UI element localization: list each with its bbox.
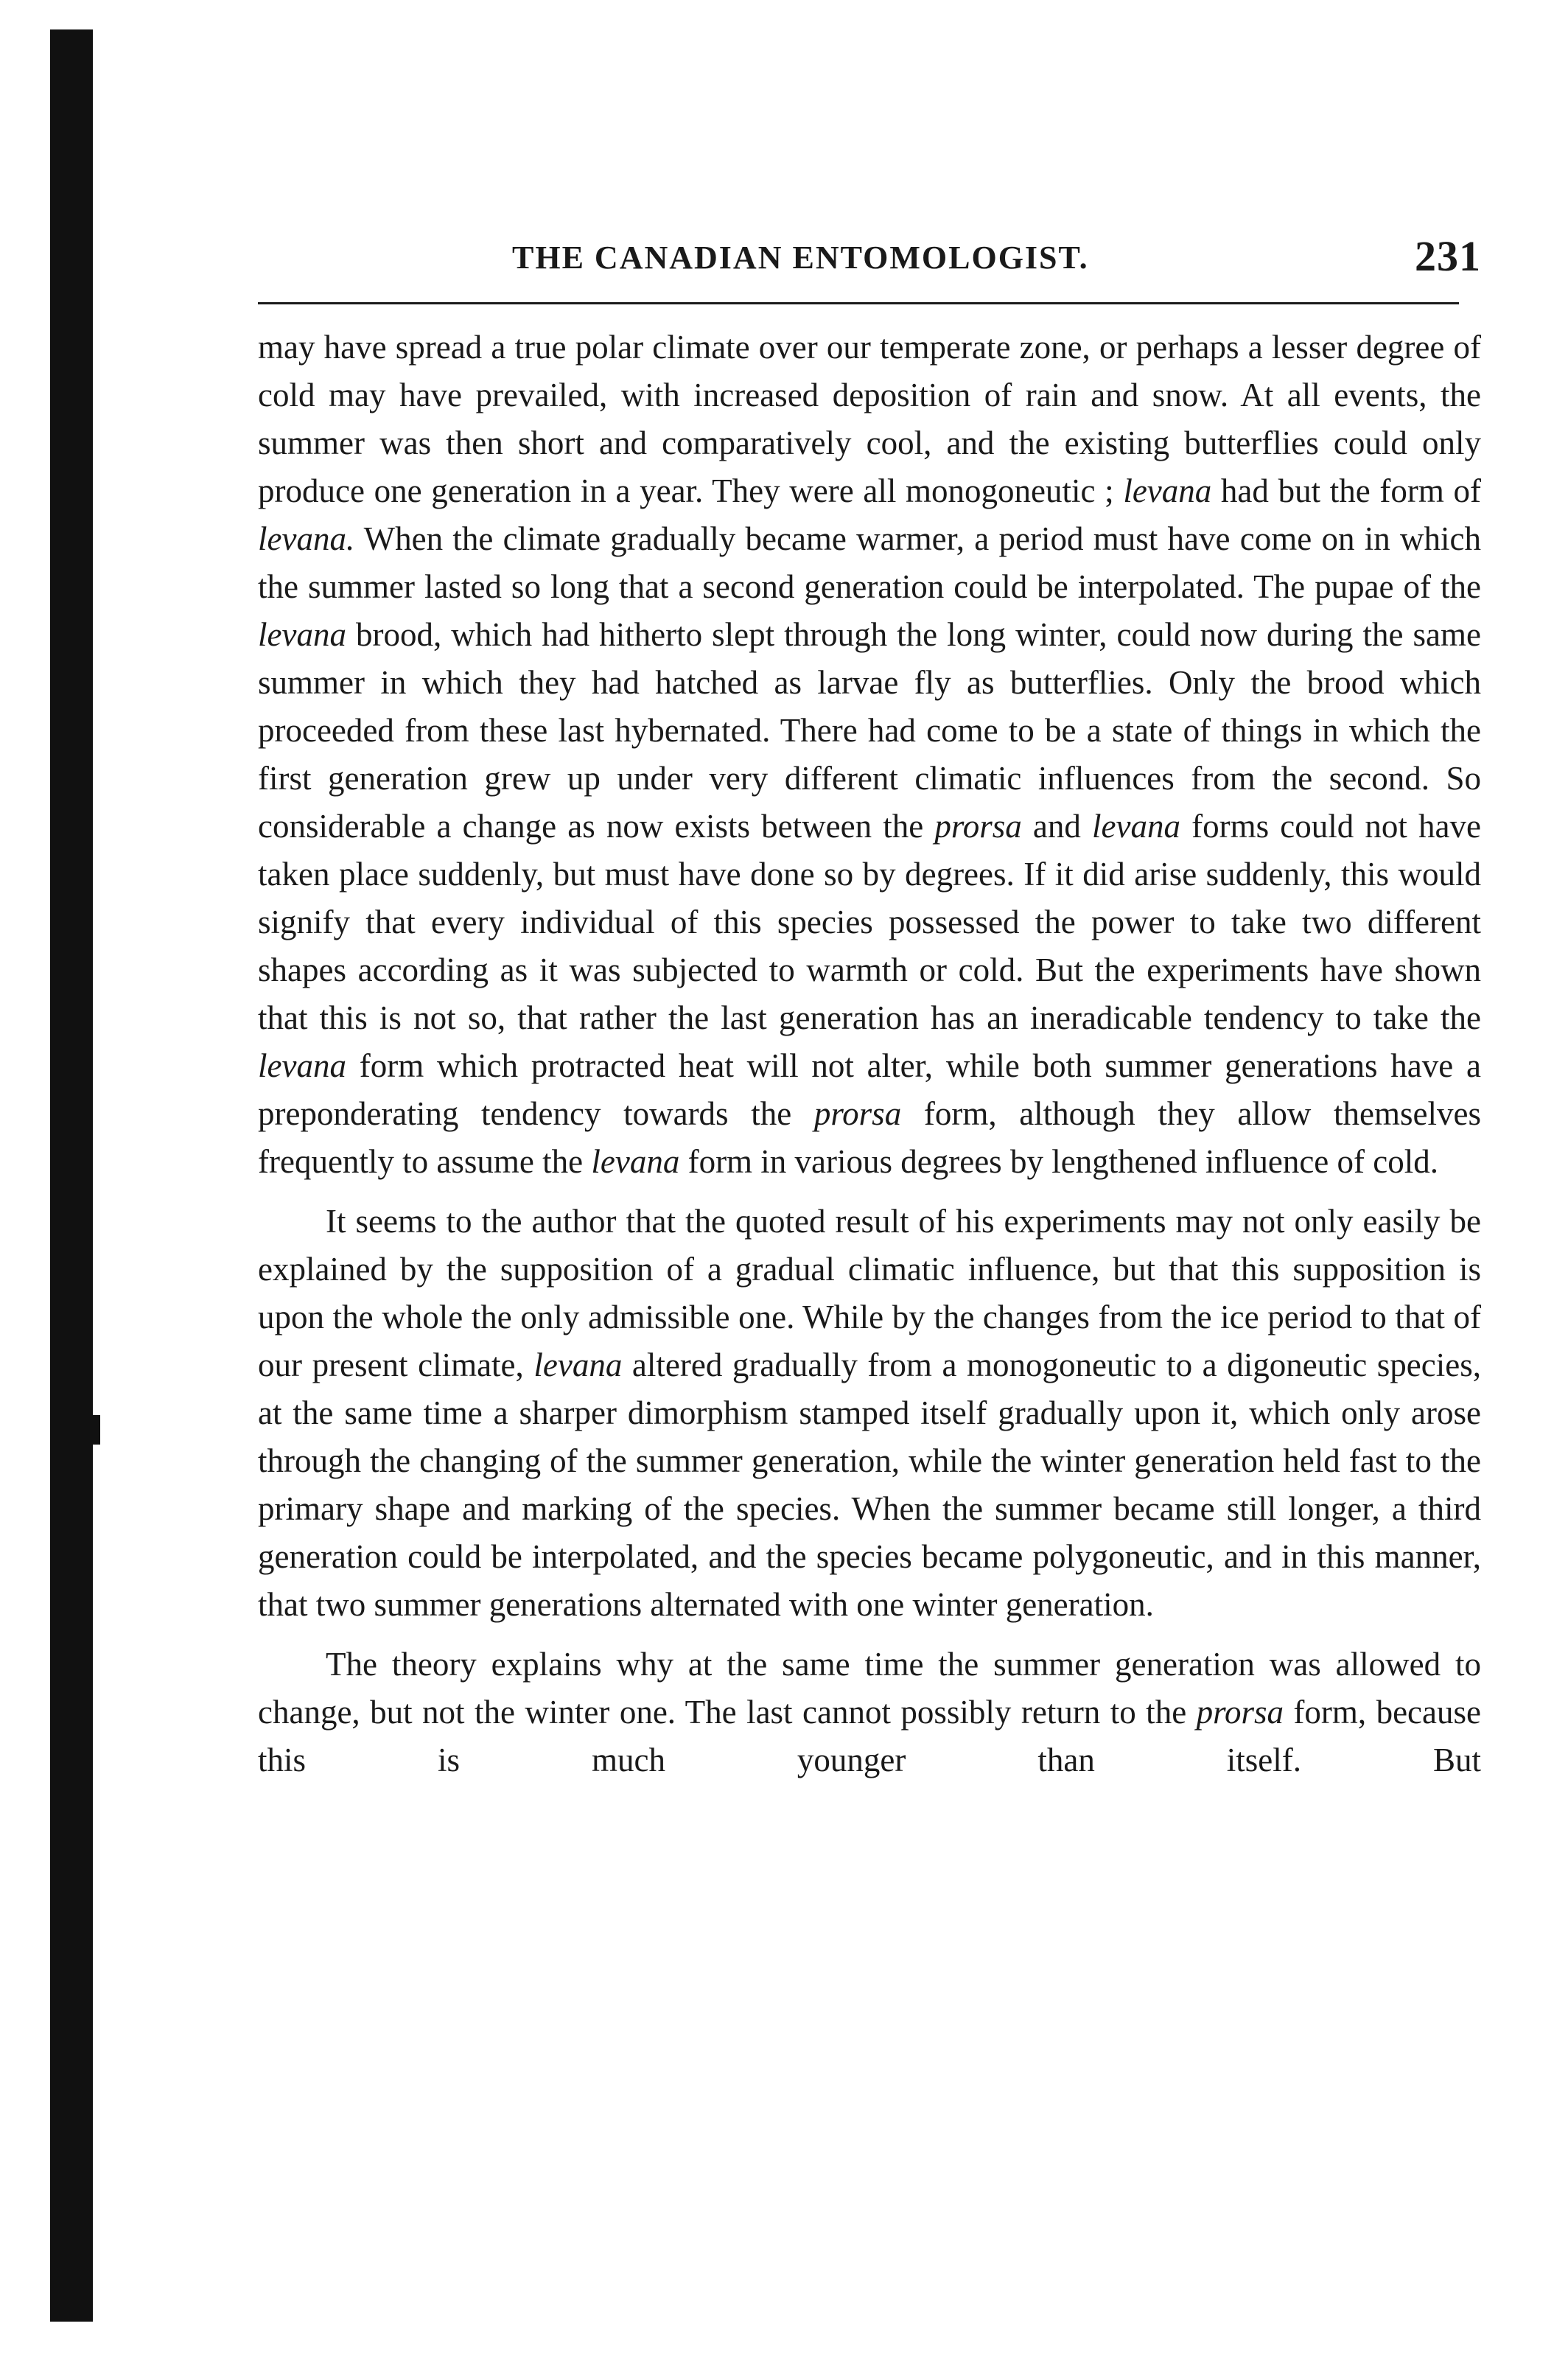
paragraph-1-text: forms could not have taken place suddenly, but must have done so by degrees. If it did arise suddenly, this would signify that every individual of this species possessed the power to take two different shapes according as it was subjected to warmth or cold. But the experiments have shown that this is not so, that rather the last generation has an ineradicable tendency to take the <box>258 808 1481 1036</box>
running-head <box>258 221 1481 302</box>
paragraph-1-text: form in various degrees by lengthened influence of cold. <box>679 1143 1438 1180</box>
species-name: levana <box>258 1047 346 1084</box>
paragraph-gap <box>258 1186 1481 1198</box>
paragraph-3 <box>258 1641 1481 1784</box>
paragraph-2 <box>258 1198 1481 1629</box>
species-name: levana <box>1092 808 1180 845</box>
paragraph-3-text: form, because this is much younger than itself. But <box>258 1694 1481 1778</box>
paragraph-1-text: may have spread a true polar climate over our temperate zone, or perhaps a lesser degree of cold may have prevailed, with increased deposition of rain and snow. At all events, the summer was then short and comparatively cool, and the existing butterflies could only produce one generation in a year. They were all monogoneutic ; <box>258 329 1481 509</box>
species-name: levana <box>258 616 346 653</box>
paragraph-1-text: form, although they allow themselves frequently to assume the <box>258 1095 1482 1180</box>
journal-title: THE CANADIAN ENTOMOLOGIST. <box>512 240 1089 276</box>
paragraph-1-text: had but the form of <box>1211 472 1481 509</box>
paragraph-gap <box>258 1629 1481 1641</box>
page-number: 231 <box>1415 232 1481 280</box>
paragraph-1-text: form which protracted heat will not alter, while both summer generations have a preponderating tendency towards the <box>258 1047 1481 1132</box>
paragraph-2-text: It seems to the author that the quoted result of his experiments may not only easily be explained by the supposition of a gradual climatic influence, but that this supposition is upon the whole the only admissible one. While by the changes from the ice period to that of our present climate, <box>258 1203 1481 1383</box>
paragraph-3-text: The theory explains why at the same time the summer generation was allowed to change, but not the winter one. The last cannot possibly return to the <box>258 1646 1481 1731</box>
species-name: prorsa <box>934 808 1022 845</box>
species-name: levana <box>591 1143 680 1180</box>
species-name: levana. <box>258 520 355 557</box>
species-name: levana <box>533 1347 623 1383</box>
paragraph-2-text: altered gradually from a monogoneutic to a digoneutic species, at the same time a sharper dimorphism stamped itself gradually upon it, which only arose through the changing of the summer generation, while the winter generation held fast to the primary shape and marking of the species. When the summer became still longer, a third generation could be interpolated, and the species became polygoneutic, and in this manner, that two summer generations alternated with one winter generation. <box>258 1347 1481 1623</box>
page-binding-edge <box>50 29 93 2322</box>
paragraph-1 <box>258 324 1481 1186</box>
paragraph-1-text: brood, which had hitherto slept through the long winter, could now during the same summer in which they had hatched as larvae fly as butterflies. Only the brood which proceeded from these last hybernated. There had come to be a state of things in which the first generation grew up under very different climatic influences from the second. So considerable a change as now exists between the <box>258 616 1481 845</box>
paragraph-1-text: When the climate gradually became warmer, a period must have come on in which the summer lasted so long that a second generation could be interpolated. The pupae of the <box>258 520 1481 605</box>
paragraph-1-text: and <box>1021 808 1093 845</box>
book-page <box>258 221 1481 1784</box>
species-name: prorsa <box>1196 1694 1284 1731</box>
species-name: prorsa <box>813 1095 902 1132</box>
header-rule <box>258 302 1459 304</box>
species-name: levana <box>1123 472 1212 509</box>
